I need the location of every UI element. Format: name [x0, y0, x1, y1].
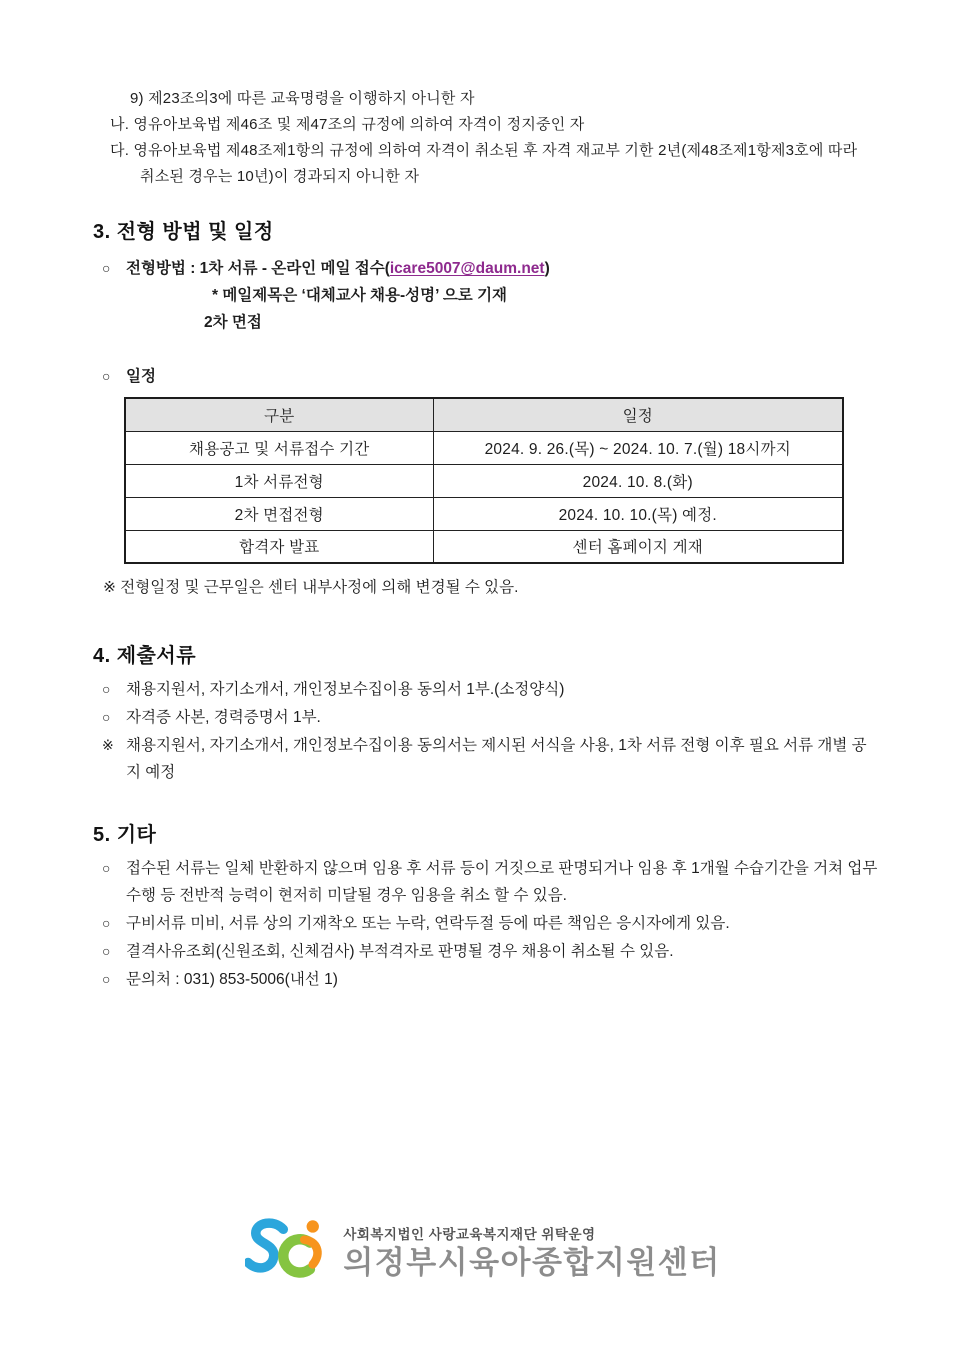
circle-bullet-icon: ○	[102, 368, 111, 384]
contact-phone: 문의처 : 031) 853-5006(내선 1)	[126, 971, 338, 988]
circle-bullet-icon: ○	[102, 709, 111, 725]
schedule-label: 일정	[126, 368, 156, 385]
disqualification-line: 다. 영유아보육법 제48조제1항의 규정에 의하여 자격이 취소된 후 자격 재교부 기한 2년(제48조제1항제3호에 따라	[110, 142, 858, 159]
list-item	[93, 966, 878, 993]
schedule-label-line	[93, 363, 878, 390]
column-header: 일정	[433, 398, 843, 431]
section5-title: 5. 기타	[93, 824, 157, 846]
list-item	[93, 855, 878, 909]
org-logo-lockup	[245, 1216, 720, 1292]
circle-bullet-icon: ○	[102, 260, 111, 276]
method-prefix: 전형방법 : 1차 서류 - 온라인 메일 접수(	[126, 260, 390, 277]
circle-bullet-icon: ○	[102, 915, 111, 931]
method-suffix: )	[544, 260, 550, 277]
list-item-text: 채용지원서, 자기소개서, 개인정보수집이용 동의서는 제시된 서식을 사용, 1차 서류 전형 이후 필요 서류 개별 공지 예정	[126, 737, 867, 781]
org-name: 의정부시육아종합지원센터	[343, 1245, 721, 1280]
method-text	[126, 255, 878, 282]
circle-bullet-icon: ○	[102, 971, 111, 987]
row-value: 센터 홈페이지 게재	[433, 530, 843, 563]
section3-title: 3. 전형 방법 및 일정	[93, 221, 274, 243]
list-item-text: 결격사유조회(신원조회, 신체검사) 부적격자로 판명될 경우 채용이 취소될 수 있음.	[126, 943, 674, 960]
row-label: 1차 서류전형	[125, 464, 433, 497]
column-header: 구분	[125, 398, 433, 431]
operator-line: 사회복지법인 사랑교육복지재단 위탁운영	[343, 1227, 596, 1242]
mail-subject-note: * 메일제목은 ‘대체교사 채용-성명’ 으로 기재	[212, 287, 508, 304]
method-step2: 2차 면접	[204, 314, 262, 331]
list-item-text: 구비서류 미비, 서류 상의 기재착오 또는 누락, 연락두절 등에 따른 책임은 응시자에게 있음.	[126, 915, 730, 932]
row-value: 2024. 10. 10.(목) 예정.	[433, 497, 843, 530]
section5-items	[93, 855, 878, 993]
list-item	[93, 676, 878, 703]
list-item-text: 접수된 서류는 일체 반환하지 않으며 임용 후 서류 등이 거짓으로 판명되거나 임용 후 1개월 수습기간을 거쳐 업무수행 등 전반적 능력이 현저히 미달될 경우 임용을 취소 할 수 있음.	[126, 860, 878, 904]
list-item	[93, 910, 878, 937]
table-row	[125, 431, 843, 464]
footer	[0, 1216, 966, 1292]
row-value: 2024. 10. 8.(화)	[433, 464, 843, 497]
table-row	[125, 464, 843, 497]
row-label: 합격자 발표	[125, 530, 433, 563]
reference-mark-icon: ※	[102, 737, 114, 753]
disqualification-line: 나. 영유아보육법 제46조 및 제47조의 규정에 의하여 자격이 정지중인 자	[110, 116, 585, 133]
list-item	[93, 704, 878, 731]
row-label: 2차 면접전형	[125, 497, 433, 530]
table-header-row	[125, 398, 843, 431]
section4-title: 4. 제출서류	[93, 645, 197, 667]
section4-items	[93, 676, 878, 786]
document-content	[93, 86, 878, 993]
circle-bullet-icon: ○	[102, 943, 111, 959]
schedule-change-note: ※ 전형일정 및 근무일은 센터 내부사정에 의해 변경될 수 있음.	[103, 579, 519, 596]
email-link[interactable]: icare5007@daum.net	[389, 260, 545, 277]
disqualification-line: 취소된 경우는 10년)이 경과되지 아니한 자	[140, 168, 420, 185]
schedule-table	[124, 397, 844, 564]
list-item	[93, 938, 878, 965]
list-item-text: 자격증 사본, 경력증명서 1부.	[126, 709, 321, 726]
list-item-text: 채용지원서, 자기소개서, 개인정보수집이용 동의서 1부.(소정양식)	[126, 681, 565, 698]
disqualification-line: 9) 제23조의3에 따른 교육명령을 이행하지 아니한 자	[130, 90, 475, 107]
table-row	[125, 497, 843, 530]
sci-logo-icon	[245, 1216, 333, 1292]
circle-bullet-icon: ○	[102, 681, 111, 697]
table-row	[125, 530, 843, 563]
list-item	[93, 732, 878, 786]
method-line	[93, 255, 878, 282]
disqualification-list	[93, 86, 878, 190]
circle-bullet-icon: ○	[102, 860, 111, 876]
row-label: 채용공고 및 서류접수 기간	[125, 431, 433, 464]
row-value: 2024. 9. 26.(목) ~ 2024. 10. 7.(월) 18시까지	[433, 431, 843, 464]
org-name-block	[343, 1226, 720, 1282]
